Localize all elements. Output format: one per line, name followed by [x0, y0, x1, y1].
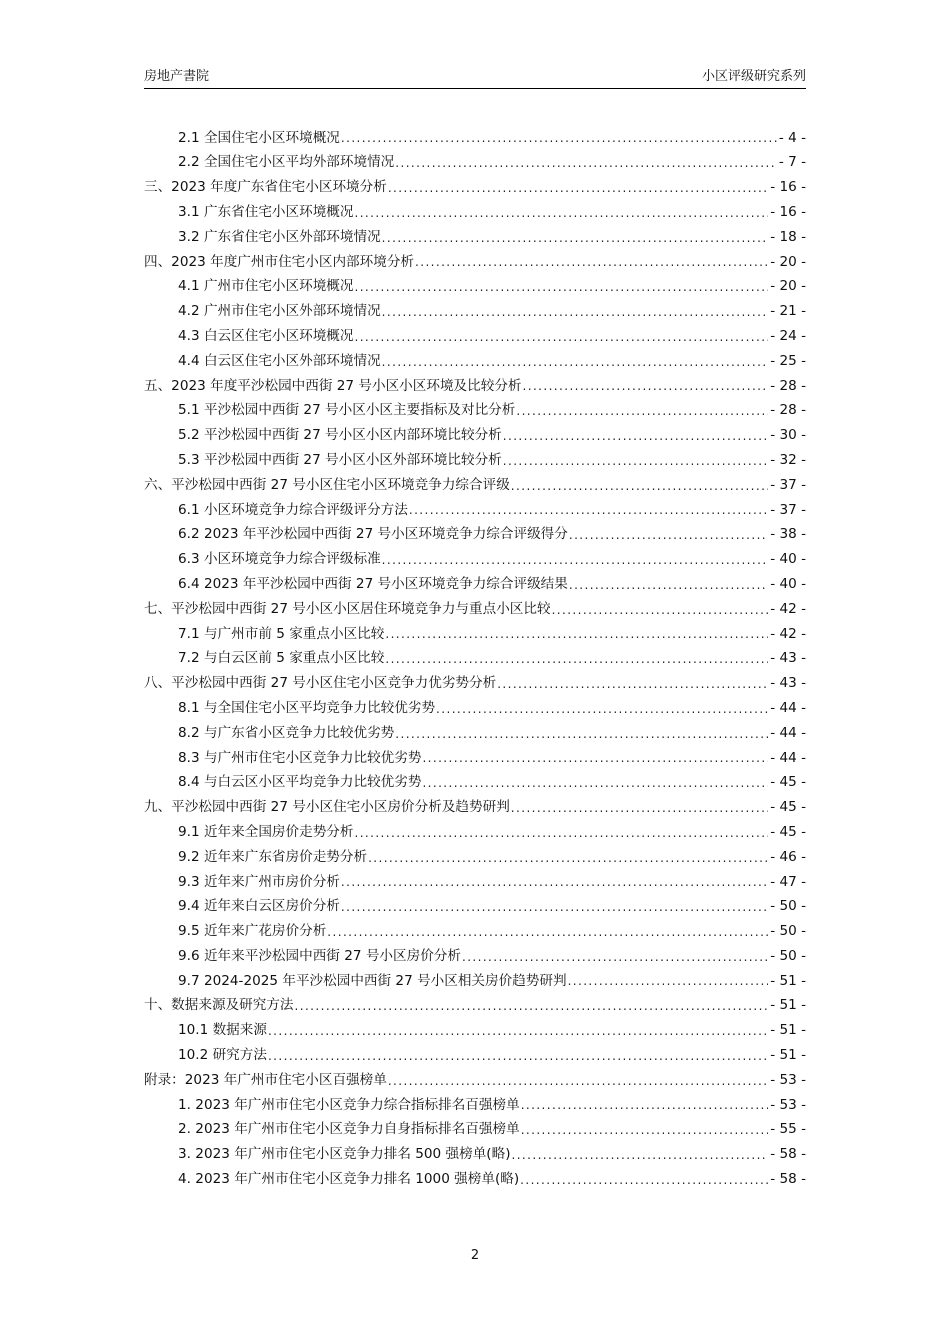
- toc-entry-title: 9.1 近年来全国房价走势分析: [178, 823, 354, 840]
- toc-entry-title: 4.4 白云区住宅小区外部环境情况: [178, 352, 381, 369]
- toc-dot-leader: [385, 628, 768, 640]
- toc-dot-leader: [382, 356, 769, 368]
- toc-entry-title: 3. 2023 年广州市住宅小区竞争力排名 500 强榜单(略): [178, 1146, 511, 1163]
- toc-dot-leader: [512, 1149, 769, 1161]
- toc-chapter-entry[interactable]: [144, 374, 806, 399]
- toc-entry-title: 2.2 全国住宅小区平均外部环境情况: [178, 154, 395, 171]
- toc-entry-title: 9.5 近年来广花房价分析: [178, 923, 327, 940]
- toc-entry-title: 10.1 数据来源: [178, 1022, 267, 1039]
- toc-entry-page: - 32 -: [770, 451, 806, 468]
- toc-entry-page: - 45 -: [770, 799, 806, 816]
- toc-entry-title: 5.2 平沙松园中西街 27 号小区小区内部环境比较分析: [178, 427, 502, 444]
- toc-dot-leader: [503, 455, 768, 467]
- toc-section-entry[interactable]: [144, 498, 806, 523]
- toc-entry-page: - 55 -: [770, 1121, 806, 1138]
- page-header: [144, 66, 806, 89]
- toc-dot-leader: [552, 604, 769, 616]
- toc-section-entry[interactable]: [144, 622, 806, 647]
- toc-entry-title: 6.4 2023 年平沙松园中西街 27 号小区环境竞争力综合评级结果: [178, 575, 568, 592]
- toc-entry-title: 九、平沙松园中西街 27 号小区住宅小区房价分析及趋势研判: [144, 799, 510, 816]
- toc-dot-leader: [520, 1174, 768, 1186]
- toc-entry-page: - 37 -: [770, 501, 806, 518]
- toc-entry-title: 6.1 小区环境竞争力综合评级评分方法: [178, 501, 408, 518]
- toc-dot-leader: [354, 207, 768, 219]
- toc-dot-leader: [422, 752, 768, 764]
- toc-chapter-entry[interactable]: [144, 796, 806, 821]
- toc-entry-title: 4.2 广州市住宅小区外部环境情况: [178, 303, 381, 320]
- toc-entry-page: - 51 -: [770, 972, 806, 989]
- toc-dot-leader: [436, 703, 768, 715]
- toc-entry-title: 9.3 近年来广州市房价分析: [178, 873, 340, 890]
- toc-entry-title: 5.3 平沙松园中西街 27 号小区小区外部环境比较分析: [178, 451, 502, 468]
- toc-entry-title: 七、平沙松园中西街 27 号小区小区居住环境竞争力与重点小区比较: [144, 600, 551, 617]
- toc-section-entry[interactable]: [144, 200, 806, 225]
- toc-dot-leader: [268, 1050, 768, 1062]
- toc-entry-title: 9.2 近年来广东省房价走势分析: [178, 848, 368, 865]
- toc-entry-page: - 28 -: [770, 402, 806, 419]
- toc-entry-page: - 20 -: [770, 253, 806, 270]
- toc-entry-page: - 40 -: [770, 575, 806, 592]
- toc-entry-page: - 28 -: [770, 377, 806, 394]
- toc-entry-page: - 16 -: [770, 179, 806, 196]
- toc-entry-title: 8.1 与全国住宅小区平均竞争力比较优劣势: [178, 699, 436, 716]
- toc-entry-page: - 51 -: [770, 997, 806, 1014]
- toc-section-entry[interactable]: [144, 324, 806, 349]
- toc-chapter-entry[interactable]: [144, 176, 806, 201]
- toc-section-entry[interactable]: [144, 1019, 806, 1044]
- toc-dot-leader: [341, 901, 768, 913]
- toc-entry-page: - 7 -: [778, 154, 806, 171]
- toc-entry-page: - 53 -: [770, 1071, 806, 1088]
- toc-entry-title: 9.6 近年来平沙松园中西街 27 号小区房价分析: [178, 947, 461, 964]
- toc-entry-page: - 37 -: [770, 476, 806, 493]
- toc-section-entry[interactable]: [144, 721, 806, 746]
- toc-section-entry[interactable]: [144, 548, 806, 573]
- toc-entry-page: - 38 -: [770, 526, 806, 543]
- toc-dot-leader: [268, 1025, 768, 1037]
- toc-dot-leader: [503, 430, 768, 442]
- toc-entry-page: - 44 -: [770, 699, 806, 716]
- toc-entry-title: 八、平沙松园中西街 27 号小区住宅小区竞争力优劣势分析: [144, 675, 497, 692]
- toc-entry-page: - 51 -: [770, 1022, 806, 1039]
- toc-section-entry[interactable]: [144, 820, 806, 845]
- toc-section-entry[interactable]: [144, 151, 806, 176]
- toc-entry-page: - 42 -: [770, 600, 806, 617]
- toc-section-entry[interactable]: [144, 1093, 806, 1118]
- toc-entry-title: 8.4 与白云区小区平均竞争力比较优劣势: [178, 774, 422, 791]
- toc-section-entry[interactable]: [144, 647, 806, 672]
- toc-entry-title: 9.4 近年来白云区房价分析: [178, 898, 340, 915]
- toc-dot-leader: [511, 480, 768, 492]
- toc-dot-leader: [521, 1099, 769, 1111]
- toc-entry-page: - 4 -: [778, 129, 806, 146]
- toc-section-entry[interactable]: [144, 1118, 806, 1143]
- toc-dot-leader: [511, 802, 768, 814]
- toc-entry-title: 十、数据来源及研究方法: [144, 997, 294, 1014]
- toc-section-entry[interactable]: [144, 696, 806, 721]
- toc-section-entry[interactable]: [144, 448, 806, 473]
- toc-entry-title: 5.1 平沙松园中西街 27 号小区小区主要指标及对比分析: [178, 402, 516, 419]
- toc-dot-leader: [409, 504, 768, 516]
- toc-entry-title: 8.3 与广州市住宅小区竞争力比较优劣势: [178, 749, 422, 766]
- toc-dot-leader: [354, 331, 768, 343]
- toc-entry-page: - 43 -: [770, 675, 806, 692]
- toc-dot-leader: [354, 281, 768, 293]
- toc-entry-page: - 50 -: [770, 947, 806, 964]
- toc-entry-page: - 50 -: [770, 898, 806, 915]
- toc-entry-page: - 18 -: [770, 228, 806, 245]
- toc-entry-page: - 44 -: [770, 724, 806, 741]
- toc-section-entry[interactable]: [144, 1043, 806, 1068]
- toc-entry-page: - 53 -: [770, 1096, 806, 1113]
- toc-dot-leader: [382, 554, 769, 566]
- page-number: 2: [470, 1248, 480, 1263]
- toc-section-entry[interactable]: [144, 746, 806, 771]
- header-series-title: 小区评级研究系列: [701, 69, 806, 84]
- toc-entry-title: 7.1 与广州市前 5 家重点小区比较: [178, 625, 385, 642]
- toc-dot-leader: [385, 653, 768, 665]
- toc-chapter-entry[interactable]: [144, 1068, 806, 1093]
- toc-entry-page: - 47 -: [770, 873, 806, 890]
- toc-entry-page: - 16 -: [770, 203, 806, 220]
- toc-entry-title: 4. 2023 年广州市住宅小区竞争力排名 1000 强榜单(略): [178, 1171, 520, 1188]
- toc-entry-title: 四、2023 年度广州市住宅小区内部环境分析: [144, 253, 415, 270]
- toc-entry-page: - 45 -: [770, 823, 806, 840]
- toc-entry-page: - 21 -: [770, 303, 806, 320]
- toc-dot-leader: [462, 951, 768, 963]
- toc-entry-title: 4.3 白云区住宅小区环境概况: [178, 327, 354, 344]
- toc-chapter-entry[interactable]: [144, 473, 806, 498]
- toc-chapter-entry[interactable]: [144, 250, 806, 275]
- toc-dot-leader: [569, 579, 768, 591]
- toc-dot-leader: [569, 529, 768, 541]
- toc-entry-page: - 25 -: [770, 352, 806, 369]
- toc-section-entry[interactable]: [144, 126, 806, 151]
- toc-entry-title: 6.2 2023 年平沙松园中西街 27 号小区环境竞争力综合评级得分: [178, 526, 568, 543]
- toc-dot-leader: [388, 1075, 768, 1087]
- toc-dot-leader: [341, 132, 777, 144]
- toc-section-entry[interactable]: [144, 771, 806, 796]
- toc-section-entry[interactable]: [144, 349, 806, 374]
- toc-chapter-entry[interactable]: [144, 994, 806, 1019]
- toc-dot-leader: [295, 1000, 769, 1012]
- toc-chapter-entry[interactable]: [144, 672, 806, 697]
- toc-entry-title: 4.1 广州市住宅小区环境概况: [178, 278, 354, 295]
- toc-dot-leader: [523, 380, 769, 392]
- toc-entry-title: 9.7 2024-2025 年平沙松园中西街 27 号小区相关房价趋势研判: [178, 972, 567, 989]
- toc-entry-title: 2.1 全国住宅小区环境概况: [178, 129, 340, 146]
- toc-section-entry[interactable]: [144, 969, 806, 994]
- toc-dot-leader: [422, 777, 768, 789]
- toc-entry-title: 1. 2023 年广州市住宅小区竞争力综合指标排名百强榜单: [178, 1096, 520, 1113]
- toc-dot-leader: [382, 232, 769, 244]
- toc-entry-page: - 46 -: [770, 848, 806, 865]
- toc-section-entry[interactable]: [144, 1167, 806, 1192]
- toc-entry-title: 五、2023 年度平沙松园中西街 27 号小区小区环境及比较分析: [144, 377, 522, 394]
- toc-dot-leader: [568, 975, 769, 987]
- toc-section-entry[interactable]: [144, 944, 806, 969]
- toc-entry-title: 8.2 与广东省小区竞争力比较优劣势: [178, 724, 395, 741]
- toc-dot-leader: [516, 405, 768, 417]
- toc-dot-leader: [395, 728, 768, 740]
- toc-dot-leader: [354, 827, 768, 839]
- toc-section-entry[interactable]: [144, 845, 806, 870]
- toc-section-entry[interactable]: [144, 920, 806, 945]
- toc-entry-page: - 30 -: [770, 427, 806, 444]
- toc-dot-leader: [388, 182, 768, 194]
- toc-entry-title: 3.2 广东省住宅小区外部环境情况: [178, 228, 381, 245]
- toc-section-entry[interactable]: [144, 275, 806, 300]
- toc-entry-title: 六、平沙松园中西街 27 号小区住宅小区环境竞争力综合评级: [144, 476, 510, 493]
- toc-entry-title: 3.1 广东省住宅小区环境概况: [178, 203, 354, 220]
- toc-entry-page: - 44 -: [770, 749, 806, 766]
- toc-section-entry[interactable]: [144, 870, 806, 895]
- toc-section-entry[interactable]: [144, 895, 806, 920]
- toc-dot-leader: [368, 852, 768, 864]
- toc-section-entry[interactable]: [144, 399, 806, 424]
- toc-entry-page: - 45 -: [770, 774, 806, 791]
- toc-dot-leader: [415, 256, 768, 268]
- toc-entry-title: 7.2 与白云区前 5 家重点小区比较: [178, 650, 385, 667]
- table-of-contents: [144, 126, 806, 1192]
- toc-entry-page: - 43 -: [770, 650, 806, 667]
- toc-section-entry[interactable]: [144, 300, 806, 325]
- toc-entry-page: - 50 -: [770, 923, 806, 940]
- toc-dot-leader: [521, 1124, 769, 1136]
- toc-dot-leader: [382, 306, 769, 318]
- toc-dot-leader: [497, 678, 768, 690]
- toc-entry-title: 三、2023 年度广东省住宅小区环境分析: [144, 179, 387, 196]
- toc-section-entry[interactable]: [144, 225, 806, 250]
- toc-entry-title: 10.2 研究方法: [178, 1047, 267, 1064]
- toc-entry-title: 附录：2023 年广州市住宅小区百强榜单: [144, 1071, 387, 1088]
- toc-entry-title: 2. 2023 年广州市住宅小区竞争力自身指标排名百强榜单: [178, 1121, 520, 1138]
- toc-entry-page: - 40 -: [770, 551, 806, 568]
- toc-entry-page: - 24 -: [770, 327, 806, 344]
- header-publisher: 房地产書院: [144, 69, 210, 84]
- toc-dot-leader: [341, 876, 768, 888]
- toc-section-entry[interactable]: [144, 523, 806, 548]
- toc-chapter-entry[interactable]: [144, 597, 806, 622]
- toc-entry-title: 6.3 小区环境竞争力综合评级标准: [178, 551, 381, 568]
- toc-section-entry[interactable]: [144, 572, 806, 597]
- toc-entry-page: - 20 -: [770, 278, 806, 295]
- toc-entry-page: - 58 -: [770, 1146, 806, 1163]
- toc-entry-page: - 51 -: [770, 1047, 806, 1064]
- toc-section-entry[interactable]: [144, 424, 806, 449]
- toc-dot-leader: [395, 157, 777, 169]
- toc-dot-leader: [327, 926, 768, 938]
- toc-section-entry[interactable]: [144, 1143, 806, 1168]
- toc-entry-page: - 42 -: [770, 625, 806, 642]
- toc-entry-page: - 58 -: [770, 1171, 806, 1188]
